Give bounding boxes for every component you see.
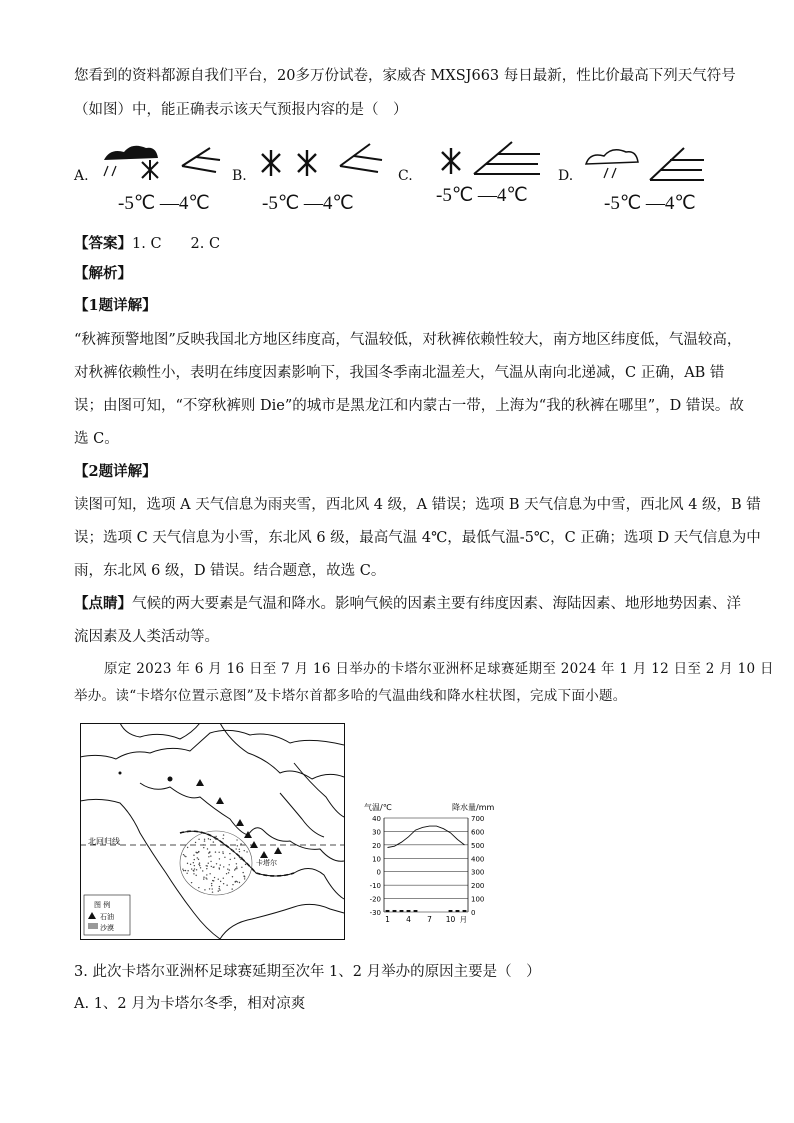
q3-option-a: A. 1、2 月为卡塔尔冬季，相对凉爽	[74, 996, 306, 1012]
moderate-snow-icon	[254, 138, 404, 188]
temperature-range: -5℃ —4℃	[436, 185, 528, 206]
precip-tick-label: 100	[471, 895, 485, 904]
analysis-label: 【解析】	[74, 265, 132, 282]
comment-line	[74, 594, 741, 614]
qatar-label: 卡塔尔	[256, 859, 277, 867]
q3-stem: 3. 此次卡塔尔亚洲杯足球赛延期至次年 1、2 月举办的原因主要是（ ）	[74, 964, 541, 980]
legend-title: 图 例	[94, 901, 111, 909]
month-tick-label: 10	[445, 915, 456, 924]
q1-line: 选 C。	[74, 431, 119, 447]
answer-label: 【答案】	[74, 235, 132, 252]
precip-tick-label: 700	[471, 815, 485, 823]
question-intro-line1: 您看到的资料都源自我们平台，20多万份试卷，家威杏 MXSJ663 每日最新，性比价最高下列天气符号	[74, 68, 736, 84]
passage-line: 举办。读“卡塔尔位置示意图”及卡塔尔首都多哈的气温曲线和降水柱状图，完成下面小题。	[74, 688, 627, 704]
temp-axis-title: 气温/℃	[364, 803, 392, 812]
moderate-rain-cloud-icon	[580, 144, 710, 190]
comment-label: 【点睛】	[74, 595, 132, 612]
tropic-label: 北回归线	[88, 837, 120, 846]
q2-line: 误；选项 C 天气信息为小雪，东北风 6 级，最高气温 4℃，最低气温-5℃，C 正确；选项 D 天气信息为中	[74, 530, 761, 546]
option-letter: B.	[232, 168, 247, 184]
precip-bar	[463, 910, 467, 912]
precip-tick-label: 300	[471, 868, 485, 877]
temperature-range: -5℃ —4℃	[604, 193, 696, 214]
precip-tick-label: 400	[471, 855, 485, 864]
map-legend	[84, 895, 130, 935]
precip-bar	[393, 910, 397, 912]
precip-bar	[414, 910, 418, 912]
q1-line: 对秋裤依赖性小，表明在纬度因素影响下，我国冬季南北温差大，气温从南向北递减，C 正确，AB 错	[74, 365, 725, 381]
temperature-curve	[388, 826, 465, 847]
temp-tick-label: -20	[369, 895, 381, 904]
month-tick-label: 1	[385, 915, 390, 924]
temp-tick-label: 0	[376, 868, 381, 877]
q2-line: 雨，东北风 6 级，D 错误。结合题意，故选 C。	[74, 563, 386, 579]
q2-line: 读图可知，选项 A 天气信息为雨夹雪，西北风 4 级，A 错误；选项 B 天气信息为中雪，西北风 4 级，B 错	[74, 497, 761, 513]
precip-tick-label: 200	[471, 882, 485, 891]
precip-bar	[449, 910, 453, 912]
doha-climate-chart	[360, 790, 505, 930]
answer-line	[74, 234, 724, 254]
precip-tick-label: 600	[471, 828, 485, 837]
precip-bar	[400, 910, 404, 912]
legend-desert: 沙漠	[100, 924, 114, 932]
question-intro-line2: （如图）中，能正确表示该天气预报内容的是（ ）	[74, 102, 408, 118]
temp-tick-label: 20	[372, 841, 381, 850]
comment-text: 气候的两大要素是气温和降水。影响气候的因素主要有纬度因素、海陆因素、地形地势因素、洋	[132, 596, 741, 612]
precip-tick-label: 0	[471, 909, 476, 917]
q1-label: 【1题详解】	[74, 297, 157, 314]
month-unit: 月	[459, 915, 468, 924]
light-snow-icon	[436, 138, 566, 186]
precip-axis-title: 降水量/mm	[452, 803, 495, 812]
q1-line: “秋裤预警地图”反映我国北方地区纬度高，气温较低，对秋裤依赖性较大，南方地区纬度低，气温较高，	[74, 332, 742, 348]
q1-line: 误；由图可知，“不穿秋裤则 Die”的城市是黑龙江和内蒙古一带，上海为“我的秋裤在哪里”，D 错误。故	[74, 398, 744, 414]
temp-tick-label: 40	[372, 815, 381, 823]
month-tick-label: 4	[406, 915, 411, 924]
rain-snow-cloud-icon	[96, 140, 226, 188]
option-letter: C.	[398, 168, 413, 184]
precip-bar	[407, 910, 411, 912]
temperature-range: -5℃ —4℃	[118, 193, 210, 214]
passage-line: 原定 2023 年 6 月 16 日至 7 月 16 日举办的卡塔尔亚洲杯足球赛延期至 2024 年 1 月 12 日至 2 月 10 日	[104, 661, 774, 677]
temperature-range: -5℃ —4℃	[262, 193, 354, 214]
answer-text: 1. C 2. C	[132, 236, 221, 252]
qatar-location-map	[80, 723, 345, 940]
precip-bar	[386, 910, 390, 912]
option-letter: D.	[558, 168, 574, 184]
precip-tick-label: 500	[471, 841, 485, 850]
month-tick-label: 7	[427, 915, 432, 924]
temp-tick-label: -30	[369, 909, 381, 917]
precip-bar	[456, 910, 460, 912]
comment-line: 流因素及人类活动等。	[74, 629, 219, 645]
temp-tick-label: -10	[369, 882, 381, 891]
legend-oil: 石油	[100, 913, 114, 921]
option-letter: A.	[74, 168, 89, 184]
temp-tick-label: 10	[372, 855, 381, 864]
q2-label: 【2题详解】	[74, 463, 157, 480]
temp-tick-label: 30	[372, 828, 381, 837]
